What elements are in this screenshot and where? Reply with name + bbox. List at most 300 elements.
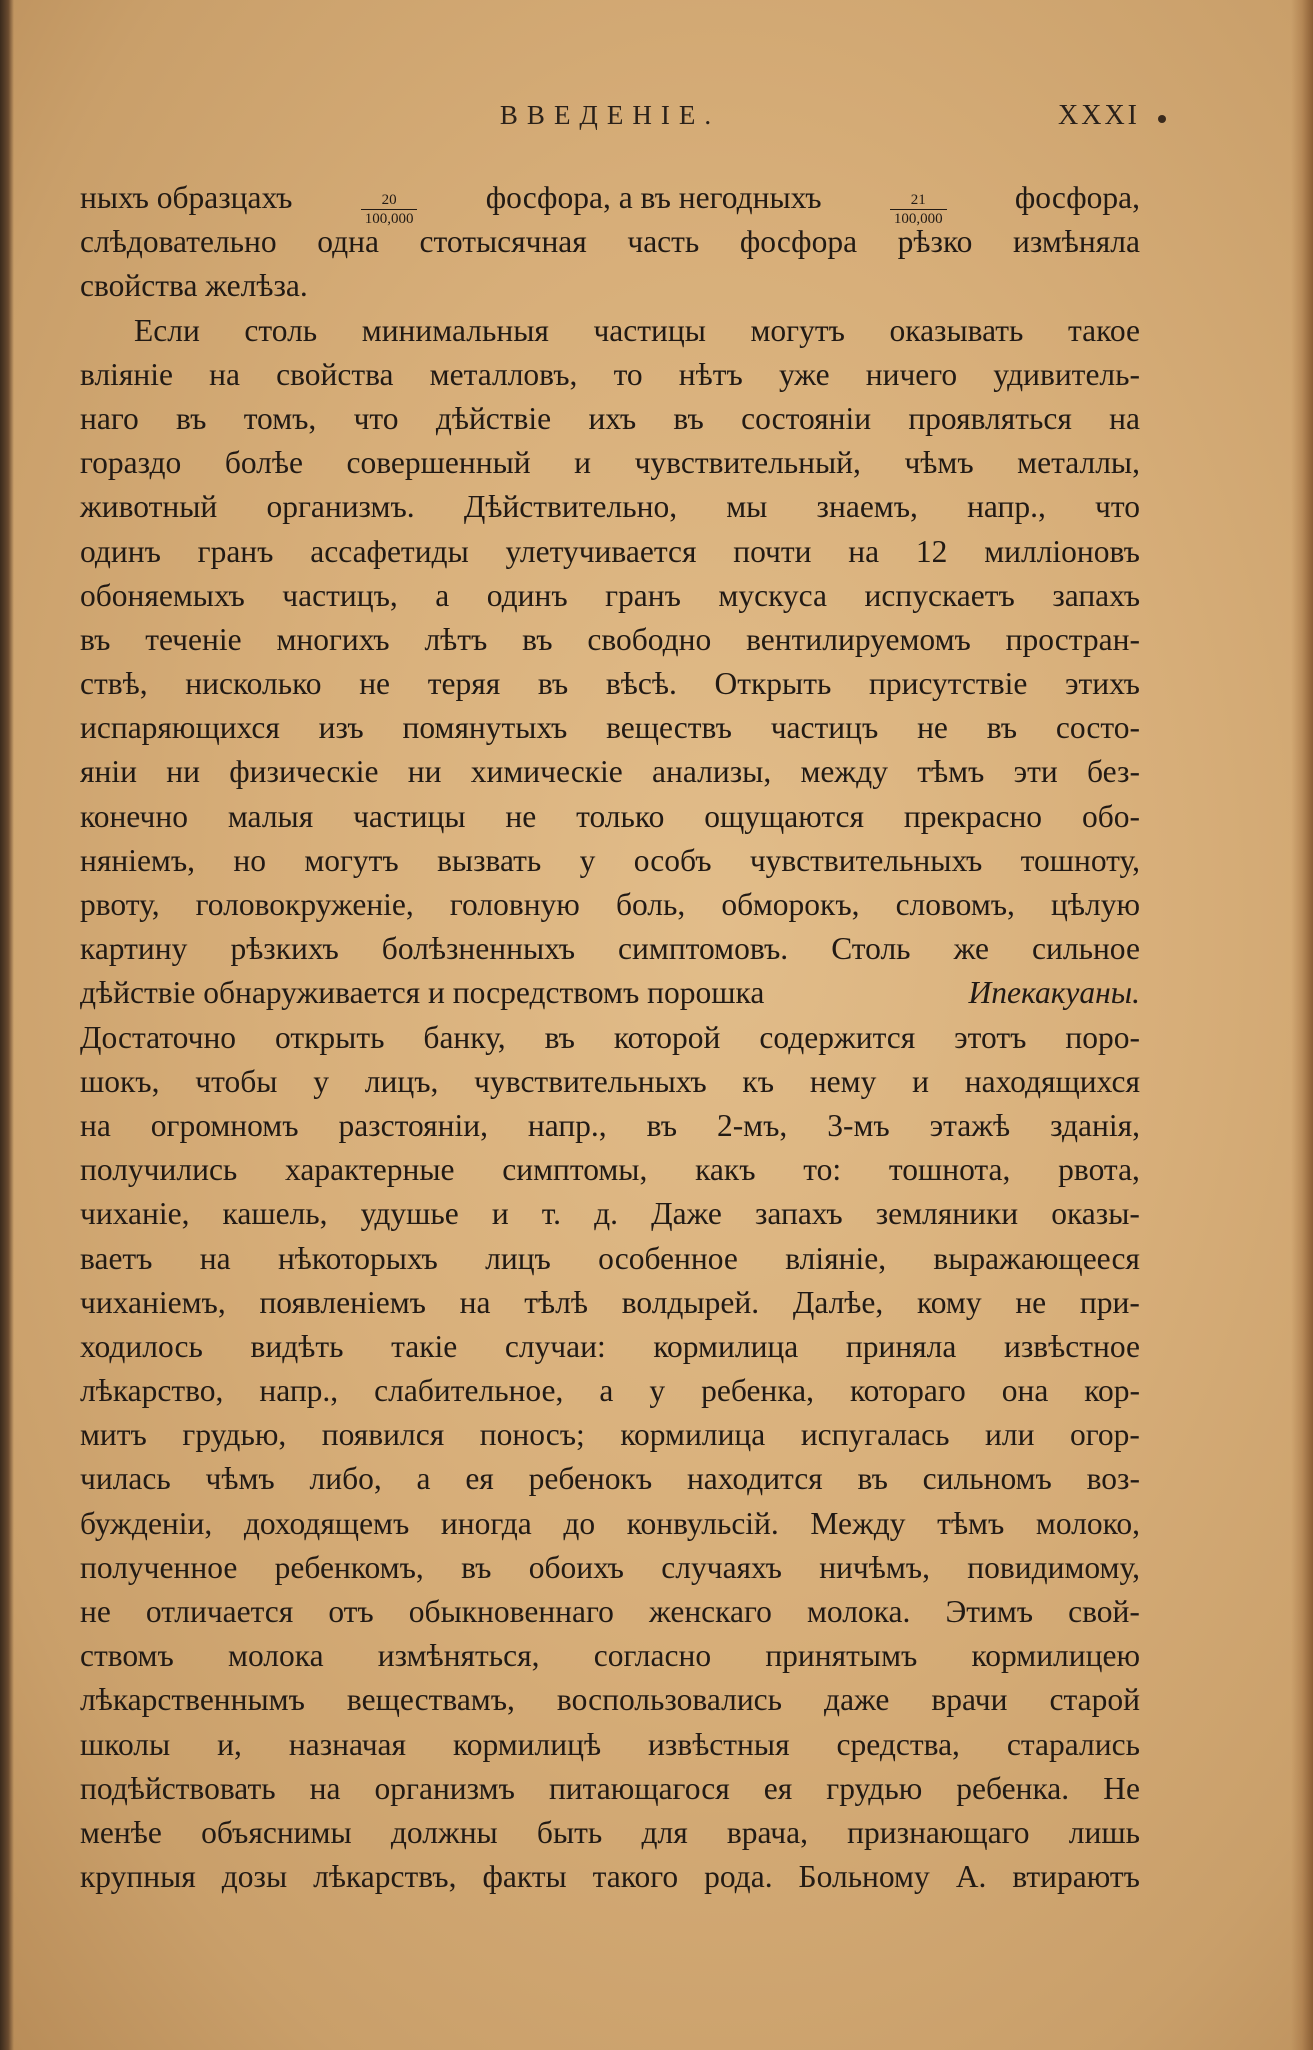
body-text (80, 176, 1140, 1899)
word: поносъ; (479, 1417, 585, 1453)
word: этажѣ (929, 1107, 1011, 1143)
word: ребенка, (701, 1373, 814, 1409)
text-line (80, 706, 1140, 750)
word: волдырей. (621, 1284, 760, 1320)
text-line (80, 176, 1140, 227)
word: обоихъ (528, 1549, 624, 1585)
word: ощущаются (704, 798, 864, 834)
word: школы (80, 1726, 171, 1762)
word: согласно (593, 1638, 712, 1674)
binding-shadow (0, 0, 14, 2050)
word: молока. (806, 1594, 911, 1629)
word: тошноту, (1020, 842, 1140, 878)
word: отличается (145, 1594, 294, 1629)
word: А. (955, 1859, 987, 1895)
word: врачи (931, 1682, 1008, 1718)
word: и (912, 1063, 929, 1099)
word: могутъ (750, 312, 845, 348)
word: на (209, 356, 240, 392)
word: быть (536, 1814, 603, 1850)
word: грудью (826, 1770, 923, 1806)
word: менѣе (80, 1814, 162, 1850)
word: молоко, (1035, 1505, 1140, 1541)
word: на (459, 1284, 491, 1320)
word: Даже (651, 1196, 722, 1232)
word: 2-мъ, (716, 1107, 788, 1143)
word: лѣкарственнымъ (80, 1682, 305, 1718)
word: кор- (1084, 1373, 1140, 1409)
text-line (80, 927, 1140, 971)
word: боль, (615, 887, 686, 922)
word: болѣзненныхъ (381, 931, 575, 967)
text-line (80, 1723, 1140, 1767)
fraction-segment (880, 192, 957, 231)
word: состояніи (741, 400, 872, 436)
word: особенное (598, 1240, 738, 1276)
word: разстояніи, (338, 1107, 488, 1143)
word: она (1001, 1373, 1049, 1409)
word: ствомъ (80, 1638, 174, 1674)
word: прекрасно (903, 798, 1043, 834)
word: этихъ (1064, 666, 1140, 702)
word: на (199, 1240, 231, 1276)
word: металлы, (1017, 445, 1140, 481)
word: свободно (587, 621, 712, 657)
word: состо- (1055, 710, 1140, 746)
running-title: ВВЕДЕНІЕ. (499, 100, 721, 130)
word: вентилируемомъ (746, 621, 971, 657)
word: или (985, 1417, 1035, 1453)
word: объяснимы (201, 1814, 352, 1850)
text-line (80, 530, 1140, 574)
text-line (80, 397, 1140, 441)
word: одинъ (80, 533, 161, 569)
word: тѣлѣ (524, 1284, 588, 1320)
text-line (80, 1369, 1140, 1413)
word: рѣзко (897, 224, 973, 260)
text-line (80, 485, 1140, 529)
word: напр., (259, 1373, 339, 1409)
running-head (80, 100, 1140, 140)
word: а (599, 1373, 614, 1409)
word: симптомовъ. (618, 931, 789, 967)
word: до (563, 1505, 596, 1541)
fraction-numerator: 20 (381, 192, 397, 208)
word: не (1015, 1284, 1047, 1320)
word: не (359, 666, 391, 702)
word: рвота, (1058, 1152, 1140, 1188)
word: что (353, 400, 399, 436)
word: нѣтъ (678, 356, 743, 392)
text-line (80, 883, 1140, 927)
word: животный (80, 489, 218, 525)
text-line (80, 1060, 1140, 1104)
word: ни (166, 754, 200, 790)
word: напр., (527, 1107, 607, 1143)
word: врача, (726, 1814, 808, 1850)
text-line (80, 839, 1140, 883)
word: вліяніе, (785, 1240, 887, 1276)
text-line (80, 1104, 1140, 1148)
word: банку, (423, 1019, 506, 1055)
text-line (80, 662, 1140, 706)
word: оказы- (1051, 1196, 1140, 1232)
word: головокруженіе, (195, 887, 414, 922)
word: въ (857, 1461, 888, 1497)
word: получились (80, 1152, 238, 1188)
word: ничего (865, 356, 958, 392)
word: присутствіе (869, 666, 1028, 702)
word: грудью, (182, 1417, 287, 1453)
word: яніи (80, 754, 137, 790)
text-line (80, 1811, 1140, 1855)
fraction-denominator: 100,000 (361, 209, 418, 227)
word: должны (390, 1814, 498, 1850)
word: въ (176, 400, 207, 436)
word: мускуса (718, 577, 828, 613)
word: поро- (1065, 1019, 1140, 1055)
word: у (313, 1063, 329, 1099)
word: кому (917, 1284, 982, 1320)
text-line (80, 750, 1140, 794)
text-line (80, 441, 1140, 485)
word: вызвать (437, 842, 542, 878)
word: въ (673, 400, 704, 436)
word: нисколько (185, 666, 322, 702)
word: повидимому, (967, 1549, 1140, 1585)
word: веществамъ, (346, 1682, 515, 1718)
word: земляники (875, 1196, 1019, 1232)
word: столь (244, 312, 318, 348)
word: Дѣйствительно, (463, 489, 678, 525)
word: даже (824, 1682, 890, 1718)
word: и (491, 1196, 509, 1232)
word: цѣлую (1051, 887, 1140, 922)
word: картину (80, 931, 188, 967)
word: часть (627, 224, 700, 260)
italic-term: Ипекакуаны. (968, 975, 1140, 1011)
word: зданія, (1050, 1107, 1140, 1143)
word: тошнота, (888, 1152, 1011, 1188)
text-line (80, 1767, 1140, 1811)
fraction-denominator: 100,000 (890, 209, 947, 227)
word: минимальныя (361, 312, 549, 348)
word: одна (317, 224, 379, 260)
word: обоняемыхъ (80, 577, 245, 613)
word: чувствительныхъ (474, 1063, 707, 1099)
word: кашель, (222, 1196, 328, 1232)
word: испугалась (800, 1417, 950, 1453)
text-segment: дѣйствіе обнаруживается и посредствомъ порошка (80, 975, 765, 1011)
word: иногда (440, 1505, 532, 1541)
word: чиханіе, (80, 1196, 190, 1232)
word: рвоту, (80, 887, 160, 922)
word: извѣстное (1003, 1328, 1140, 1364)
word: выражающееся (933, 1240, 1140, 1276)
word: въ (461, 1549, 492, 1585)
word: физическіе (229, 754, 379, 790)
word: у (649, 1373, 666, 1409)
word: ея (763, 1770, 793, 1806)
word: измѣняться, (377, 1638, 540, 1674)
word: ассафетиды (310, 533, 469, 569)
text-line (80, 1413, 1140, 1457)
word: наго (80, 400, 139, 436)
word: вѣсѣ. (605, 666, 677, 702)
word: удивитель- (993, 356, 1140, 392)
word: появился (321, 1417, 445, 1453)
word: случаяхъ (661, 1549, 782, 1585)
word: удушье (360, 1196, 459, 1232)
word: то (613, 356, 643, 392)
word: одинъ (486, 577, 568, 613)
word: къ (742, 1063, 775, 1099)
word: частицъ (770, 710, 879, 746)
word: могутъ (304, 842, 399, 878)
word: болѣе (224, 445, 303, 481)
word: молока (228, 1638, 324, 1674)
word: въ (522, 621, 553, 657)
text-line (80, 1148, 1140, 1192)
word: совершенный (346, 445, 531, 481)
word: на (1109, 400, 1140, 436)
word: женскаго (648, 1594, 772, 1629)
word: рѣзкихъ (230, 931, 339, 967)
word: чувствительныхъ (749, 842, 983, 878)
fraction (890, 192, 947, 227)
word: воспользовались (556, 1682, 783, 1718)
word: Достаточно (80, 1019, 237, 1055)
word: находится (686, 1461, 823, 1497)
word: открыть (275, 1019, 385, 1055)
word: а (416, 1461, 431, 1497)
word: огор- (1070, 1417, 1140, 1453)
word: Между (810, 1505, 906, 1541)
word: такого (592, 1859, 679, 1895)
word: подѣйствовать (80, 1770, 276, 1806)
word: питающагося (548, 1770, 730, 1806)
word: Этимъ (945, 1594, 1034, 1629)
word: помянутыхъ (402, 710, 568, 746)
word: при- (1079, 1284, 1140, 1320)
text-segment: ныхъ образцахъ (80, 180, 293, 215)
word: симптомы, (502, 1152, 648, 1188)
word: сильное (1032, 931, 1140, 967)
word: д. (594, 1196, 619, 1232)
word: ребенкомъ, (274, 1549, 424, 1585)
word: случаи: (504, 1328, 606, 1364)
word: химическіе (470, 754, 623, 790)
word: втираютъ (1012, 1859, 1140, 1895)
word: обо- (1081, 798, 1140, 834)
word: въ (80, 621, 111, 657)
text-segment: фосфора, а въ негодныхъ (485, 180, 822, 215)
word: улетучивается (505, 533, 697, 569)
text-line (80, 795, 1140, 839)
text-line (80, 1590, 1140, 1634)
text-line (80, 1237, 1140, 1281)
word: старой (1049, 1682, 1140, 1718)
fraction-numerator: 21 (910, 192, 926, 208)
word: испаряющихся (80, 710, 280, 746)
word: особъ (633, 842, 712, 878)
word: какъ (695, 1152, 756, 1188)
fraction (361, 192, 418, 227)
word: кормилицею (971, 1638, 1140, 1674)
word: частицъ, (282, 577, 398, 613)
word: чиханіемъ, (80, 1284, 226, 1320)
word: теченіе (145, 621, 242, 657)
word: лицъ, (364, 1063, 439, 1099)
word: бужденіи, (80, 1505, 213, 1541)
word: ваетъ (80, 1240, 153, 1276)
word: ребенокъ (528, 1461, 653, 1497)
word: чѣмъ (205, 1461, 275, 1497)
word: такое (1068, 312, 1140, 348)
text-line (80, 1678, 1140, 1722)
word: и, (217, 1726, 242, 1762)
word: шокъ, (80, 1063, 160, 1099)
word: сильномъ (922, 1461, 1052, 1497)
word: котораго (849, 1373, 966, 1409)
text-line (80, 971, 1140, 1015)
text-line (80, 1634, 1140, 1678)
word: только (576, 798, 665, 834)
word: няніемъ, (80, 842, 196, 878)
page-number: XXXI (1058, 100, 1140, 131)
word: принятымъ (765, 1638, 918, 1674)
word: стотысячная (419, 224, 587, 260)
word: Далѣе, (792, 1284, 884, 1320)
word: видѣть (250, 1328, 344, 1364)
word: полученное (80, 1549, 238, 1585)
word: этотъ (954, 1019, 1027, 1055)
word: въ (544, 1019, 575, 1055)
word: доходящемъ (243, 1505, 410, 1541)
word: отъ (328, 1594, 374, 1629)
word: словомъ, (895, 887, 1015, 922)
text-line (80, 220, 1140, 264)
text-line: свойства желѣза. (80, 268, 308, 304)
word: запахъ (754, 1196, 843, 1232)
fraction-segment (351, 192, 428, 231)
word: въ (537, 666, 569, 702)
word: огромномъ (150, 1107, 299, 1143)
word: оказывать (889, 312, 1024, 348)
word: факты (482, 1859, 567, 1895)
word: но (233, 842, 266, 878)
word: изъ (318, 710, 364, 746)
word: кормилицѣ (453, 1726, 602, 1762)
word: не (505, 798, 537, 834)
word: ствѣ, (80, 666, 148, 702)
word: конвульсій. (626, 1505, 779, 1541)
word: средства, (836, 1726, 960, 1762)
word: ничѣмъ, (819, 1549, 930, 1585)
word: которой (613, 1019, 721, 1055)
word: кормилица (620, 1417, 766, 1453)
ink-spot (1158, 115, 1166, 123)
text-line (80, 1457, 1140, 1501)
word: Не (1103, 1770, 1140, 1806)
word: 12 (915, 533, 948, 569)
word: вліяніе (80, 356, 174, 392)
word: чтобы (195, 1063, 278, 1099)
word: что (1095, 489, 1140, 525)
word: чувствительный, (634, 445, 861, 481)
word: для (641, 1814, 688, 1850)
text-line (80, 618, 1140, 662)
word: тѣмъ (917, 754, 985, 790)
word: многихъ (276, 621, 390, 657)
word: нѣкоторыхъ (277, 1240, 438, 1276)
word: Больному (798, 1859, 930, 1895)
word: проявляться (908, 400, 1072, 436)
word: мы (726, 489, 768, 525)
word: свой- (1068, 1594, 1140, 1629)
text-line (80, 1502, 1140, 1546)
word: на (309, 1770, 341, 1806)
text-line (80, 1546, 1140, 1590)
word: чѣмъ (904, 445, 974, 481)
word: воз- (1086, 1461, 1140, 1497)
word: частицы (353, 798, 466, 834)
word: организмъ. (266, 489, 415, 525)
word: конечно (80, 798, 188, 834)
word: гранъ (605, 577, 681, 613)
word: ребенка. (956, 1770, 1070, 1806)
word: Открыть (714, 666, 832, 702)
text-segment: фосфора, (1014, 180, 1140, 215)
word: между (800, 754, 888, 790)
word: ходилось (80, 1328, 203, 1364)
word: эти (1013, 754, 1058, 790)
text-line (80, 1855, 1140, 1899)
word: а (435, 577, 450, 613)
text-line (80, 574, 1140, 618)
word: не (917, 710, 948, 746)
word: томъ, (243, 400, 317, 436)
word: Столь (831, 931, 911, 967)
word: находящихся (964, 1063, 1140, 1099)
word: лѣкарство, (80, 1373, 224, 1409)
word: содержится (759, 1019, 916, 1055)
word: дозы (221, 1859, 288, 1895)
word: анализы, (652, 754, 772, 790)
word: Если (134, 312, 200, 348)
word: без- (1087, 754, 1140, 790)
text-line (80, 353, 1140, 397)
word: на (848, 533, 880, 569)
word: уже (778, 356, 830, 392)
word: извѣстныя (648, 1726, 790, 1762)
word: то: (803, 1152, 842, 1188)
word: 3-мъ (827, 1107, 890, 1143)
word: испускаетъ (864, 577, 1015, 613)
word: ея (465, 1461, 494, 1497)
word: знаемъ, (816, 489, 918, 525)
word: либо, (309, 1461, 382, 1497)
word: рода. (704, 1859, 773, 1895)
word: приняла (845, 1328, 957, 1364)
word: фосфора (739, 224, 858, 260)
word: малыя (227, 798, 314, 834)
word: же (953, 931, 989, 967)
word: частицы (593, 312, 706, 348)
word: обыкновеннаго (408, 1594, 614, 1629)
page-edge-shadow (1291, 0, 1313, 2050)
word: ни (407, 754, 442, 790)
